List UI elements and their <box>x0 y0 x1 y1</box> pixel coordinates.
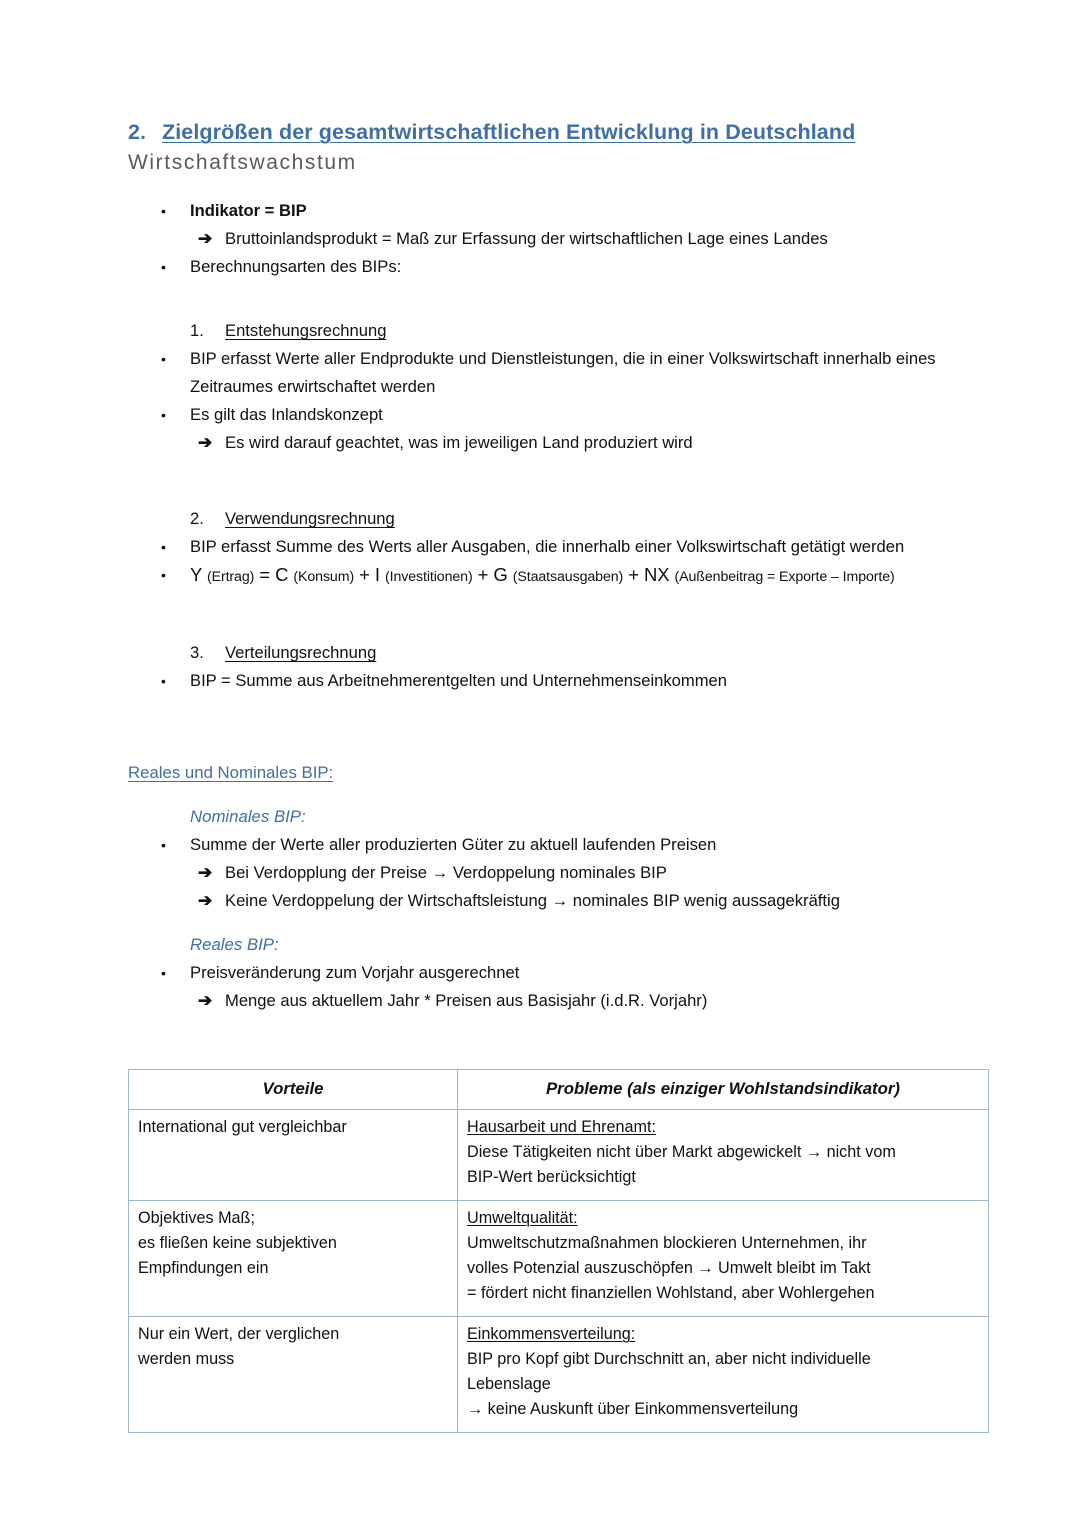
table-row <box>129 1110 989 1201</box>
formula-y: Y <box>190 564 202 585</box>
bullet-icon: • <box>161 407 166 423</box>
bip-section-title: Reales und Nominales BIP: <box>128 763 334 782</box>
problem-title: Hausarbeit und Ehrenamt: <box>467 1118 656 1136</box>
list-item-label: Bruttoinlandsprodukt = Maß zur Erfassung der wirtschaftlichen Lage eines Landes <box>225 229 828 248</box>
spacer <box>128 695 952 743</box>
page-title-text: Zielgrößen der gesamtwirtschaftlichen Entwicklung in Deutschland <box>162 120 856 144</box>
spacer <box>128 743 952 759</box>
table-row <box>129 1201 989 1317</box>
problem-line: BIP-Wert berücksichtigt <box>467 1168 636 1186</box>
list-item <box>128 429 952 457</box>
formula-list-item <box>128 561 952 591</box>
list-item <box>128 225 952 253</box>
bullet-icon: • <box>161 539 166 555</box>
list-item-label: Keine Verdoppelung der Wirtschaftsleistung → nominales BIP wenig aussagekräftig <box>225 891 840 910</box>
bullet-icon: • <box>161 673 166 689</box>
table-cell-problem <box>458 1110 989 1201</box>
formula-c-note: (Konsum) <box>293 569 355 585</box>
pros-cons-table <box>128 1069 989 1433</box>
list-item <box>128 533 952 561</box>
list-item <box>128 345 952 401</box>
problem-line: Lebenslage <box>467 1375 551 1393</box>
section-title: Verteilungsrechnung <box>225 643 377 662</box>
formula-y-note: (Ertrag) <box>206 569 255 585</box>
list-item-label: Summe der Werte aller produzierten Güter zu aktuell laufenden Preisen <box>190 835 717 854</box>
advantage-line: werden muss <box>138 1350 235 1368</box>
section-number: 3. <box>190 643 204 662</box>
bullet-icon: • <box>161 259 166 275</box>
formula-g: G <box>493 564 508 585</box>
list-item-label: Berechnungsarten des BIPs: <box>190 257 402 276</box>
bullet-icon: • <box>161 351 166 367</box>
formula-c: C <box>275 564 289 585</box>
bullet-icon: • <box>161 965 166 981</box>
nominal-bip-label: Nominales BIP: <box>190 807 306 826</box>
table-header-row <box>129 1070 989 1110</box>
formula-plus-1: + <box>359 564 370 585</box>
table-row <box>129 1317 989 1433</box>
list-item-label: Bei Verdopplung der Preise → Verdoppelung nominales BIP <box>225 863 667 882</box>
formula-i: I <box>374 564 380 585</box>
spacer <box>128 787 952 803</box>
list-item-label: Menge aus aktuellem Jahr * Preisen aus Basisjahr (i.d.R. Vorjahr) <box>225 991 708 1010</box>
list-item-label: BIP erfasst Werte aller Endprodukte und Dienstleistungen, die in einer Volkswirtschaft innerhalb eines Zeitraumes erwirtschaftet werden <box>190 349 936 396</box>
gdp-formula <box>190 561 952 591</box>
problem-title: Einkommensverteilung: <box>467 1325 636 1343</box>
problem-line: BIP pro Kopf gibt Durchschnitt an, aber nicht individuelle <box>467 1350 871 1368</box>
table-cell-advantage <box>129 1317 458 1433</box>
list-item-label: Indikator = BIP <box>190 201 307 220</box>
list-item-label: Preisveränderung zum Vorjahr ausgerechnet <box>190 963 520 982</box>
arrow-right-icon: ➔ <box>198 863 213 882</box>
problem-title: Umweltqualität: <box>467 1209 578 1227</box>
table-header-advantages: Vorteile <box>129 1070 458 1110</box>
advantage-line: International gut vergleichbar <box>138 1118 347 1136</box>
numbered-section-2-heading <box>128 505 952 533</box>
list-item <box>128 859 952 887</box>
section-subtitle: Wirtschaftswachstum <box>128 151 357 174</box>
formula-nx: NX <box>643 564 670 585</box>
problem-line: → keine Auskunft über Einkommensverteilung <box>467 1400 799 1418</box>
problem-line: Diese Tätigkeiten nicht über Markt abgewickelt → nicht vom <box>467 1143 896 1161</box>
page-title <box>128 120 952 145</box>
formula-eq: = <box>259 564 271 585</box>
spacer <box>128 915 952 931</box>
formula-nx-note: (Außenbeitrag = Exporte – Importe) <box>674 569 895 585</box>
problem-line: Umweltschutzmaßnahmen blockieren Unternehmen, ihr <box>467 1234 867 1252</box>
arrow-right-icon: ➔ <box>198 229 213 248</box>
arrow-right-icon: ➔ <box>198 433 213 452</box>
list-item-label: Es gilt das Inlandskonzept <box>190 405 383 424</box>
section-number: 1. <box>190 321 204 340</box>
formula-i-note: (Investitionen) <box>384 569 473 585</box>
spacer <box>128 1015 952 1063</box>
arrow-right-icon: ➔ <box>198 891 213 910</box>
bullet-icon: • <box>161 837 166 853</box>
bullet-icon: • <box>161 203 166 219</box>
table-cell-problem <box>458 1317 989 1433</box>
table-header-problems: Probleme (als einziger Wohlstandsindikator) <box>458 1070 989 1110</box>
list-item-label: BIP = Summe aus Arbeitnehmerentgelten und Unternehmenseinkommen <box>190 671 727 690</box>
arrow-right-icon: ➔ <box>198 991 213 1010</box>
numbered-section-3-heading <box>128 639 952 667</box>
list-item-label: BIP erfasst Summe des Werts aller Ausgaben, die innerhalb einer Volkswirtschaft getätigt werden <box>190 537 905 556</box>
spacer <box>128 591 952 639</box>
list-item-label: Es wird darauf geachtet, was im jeweiligen Land produziert wird <box>225 433 693 452</box>
spacer <box>128 281 952 317</box>
advantage-line: Empfindungen ein <box>138 1259 269 1277</box>
table-cell-advantage <box>129 1201 458 1317</box>
bullet-icon: • <box>161 567 166 583</box>
spacer <box>128 457 952 505</box>
list-item <box>128 887 952 915</box>
problem-line: volles Potenzial auszuschöpfen → Umwelt bleibt im Takt <box>467 1259 871 1277</box>
real-bip-label: Reales BIP: <box>190 935 279 954</box>
advantage-line: Nur ein Wert, der verglichen <box>138 1325 340 1343</box>
advantage-line: es fließen keine subjektiven <box>138 1234 337 1252</box>
list-item <box>128 987 952 1015</box>
formula-plus-2: + <box>477 564 489 585</box>
list-item <box>128 401 952 429</box>
list-item <box>128 197 952 225</box>
list-item <box>128 253 952 281</box>
list-item <box>128 667 952 695</box>
list-item <box>128 959 952 987</box>
formula-plus-3: + <box>628 564 639 585</box>
section-title: Verwendungsrechnung <box>225 509 395 528</box>
advantage-line: Objektives Maß; <box>138 1209 255 1227</box>
problem-line: = fördert nicht finanziellen Wohlstand, aber Wohlergehen <box>467 1284 875 1302</box>
section-number: 2. <box>190 509 204 528</box>
formula-g-note: (Staatsausgaben) <box>512 569 624 585</box>
table-cell-advantage <box>129 1110 458 1201</box>
page-title-number: 2. <box>128 120 147 144</box>
document-content <box>128 120 952 1433</box>
numbered-section-1-heading <box>128 317 952 345</box>
table-cell-problem <box>458 1201 989 1317</box>
list-item <box>128 831 952 859</box>
section-title: Entstehungsrechnung <box>225 321 387 340</box>
